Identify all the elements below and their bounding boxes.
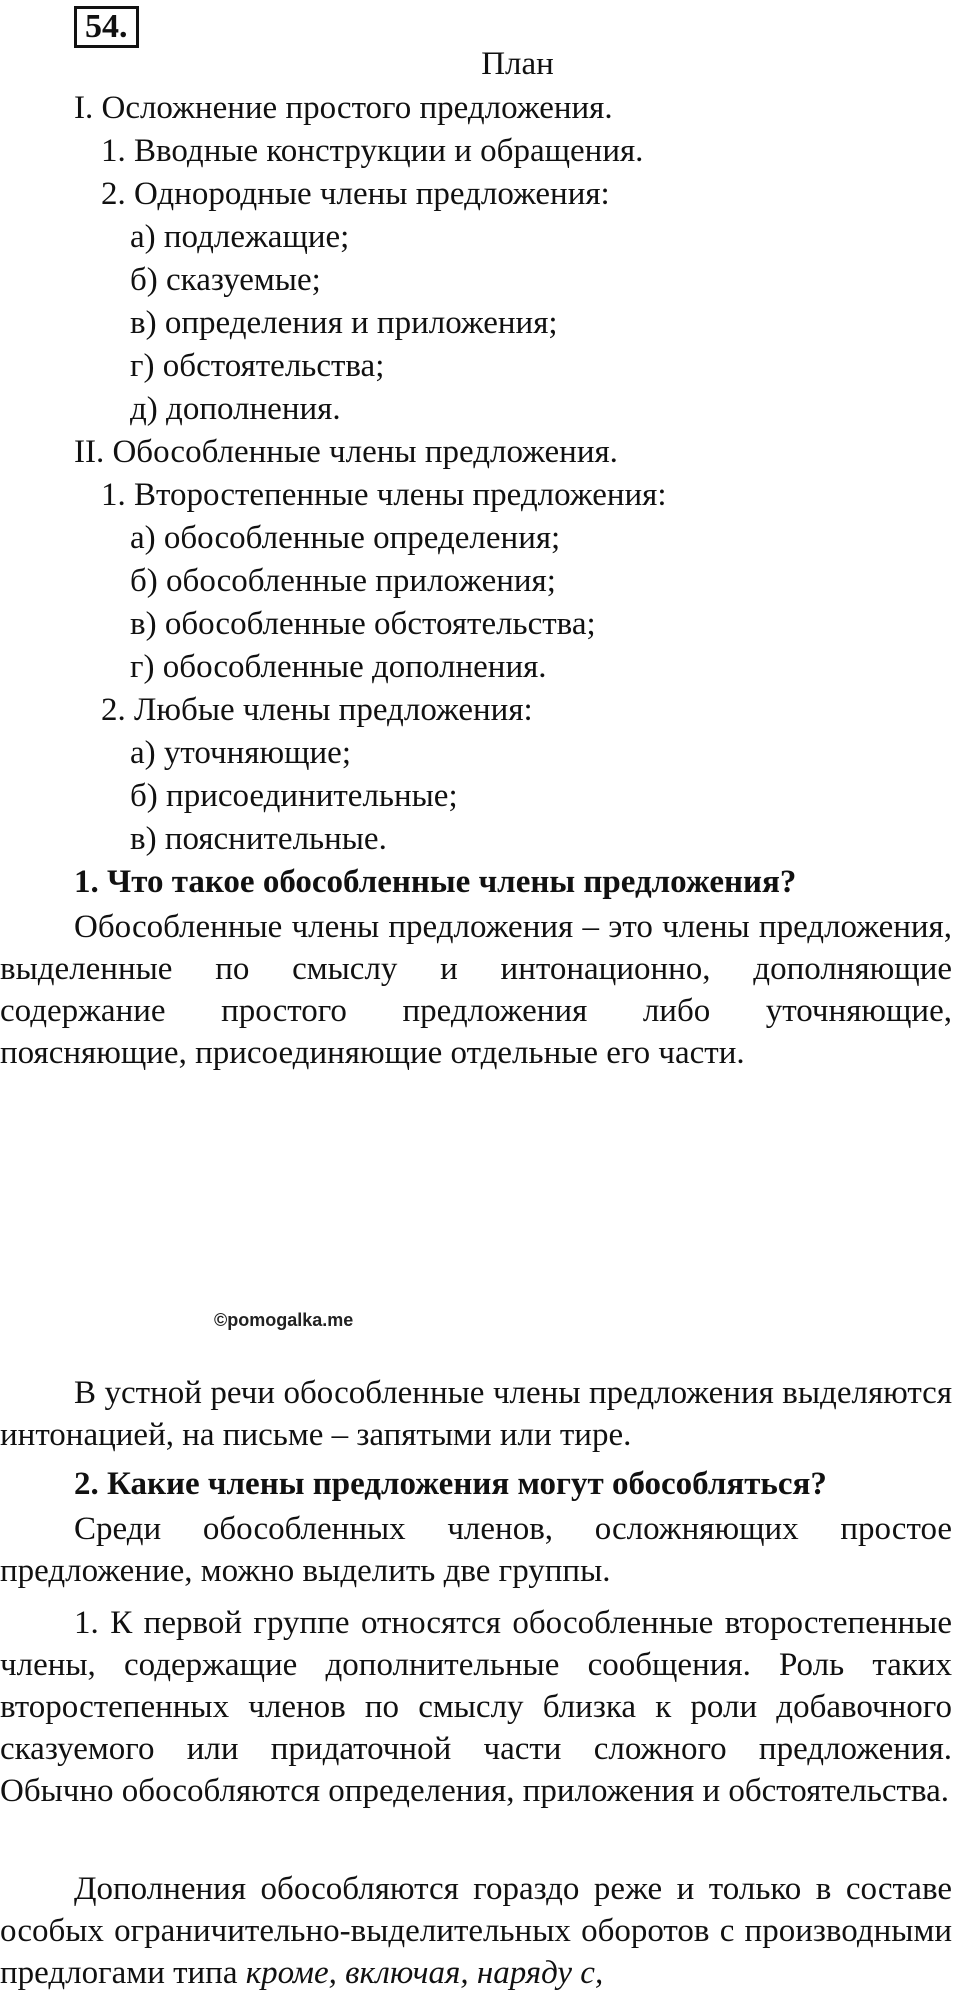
- paragraph-text: Дополнения обособляются гораздо реже и только в составе особых ограничительно-выделительных оборотов с производными предлогами типа: [0, 1871, 952, 1991]
- plan-item: г) обстоятельства;: [130, 348, 385, 384]
- plan-item: в) пояснительные.: [130, 821, 387, 857]
- task-number: 54.: [74, 6, 139, 48]
- plan-item: 1. Второстепенные члены предложения:: [101, 477, 667, 513]
- plan-title: План: [481, 46, 554, 82]
- question-1-paragraph-1: [0, 906, 952, 1074]
- plan-item: в) обособленные обстоятельства;: [130, 606, 596, 642]
- plan-item: I. Осложнение простого предложения.: [74, 90, 613, 126]
- plan-item: 2. Однородные члены предложения:: [101, 176, 610, 212]
- italic-examples: кроме, включая, наряду с,: [245, 1955, 604, 1991]
- paragraph-text: Среди обособленных членов, осложняющих простое предложение, можно выделить две группы.: [0, 1511, 952, 1589]
- paragraph-text: В устной речи обособленные члены предложения выделяются интонацией, на письме – запятыми или тире.: [0, 1375, 952, 1453]
- plan-item: б) обособленные приложения;: [130, 563, 556, 599]
- question-2-heading: 2. Какие члены предложения могут обособляться?: [74, 1466, 827, 1502]
- paragraph-text: 1. К первой группе относятся обособленные второстепенные члены, содержащие дополнительные сообщения. Роль таких второстепенных членов по смыслу близка к роли добавочного сказуемого или придаточной части сложного предложения. Обычно обособляются определения, приложения и обстоятельства.: [0, 1605, 952, 1809]
- question-2-paragraph-1: [0, 1508, 952, 1592]
- plan-item: II. Обособленные члены предложения.: [74, 434, 618, 470]
- question-2-paragraph-2: [0, 1602, 952, 1812]
- question-1-paragraph-2: [0, 1372, 952, 1456]
- plan-item: а) обособленные определения;: [130, 520, 561, 556]
- plan-item: а) уточняющие;: [130, 735, 351, 771]
- plan-item: д) дополнения.: [130, 391, 341, 427]
- question-1-heading: 1. Что такое обособленные члены предложения?: [74, 864, 797, 900]
- plan-item: б) присоединительные;: [130, 778, 458, 814]
- plan-item: б) сказуемые;: [130, 262, 321, 298]
- plan-item: а) подлежащие;: [130, 219, 350, 255]
- plan-item: г) обособленные дополнения.: [130, 649, 547, 685]
- plan-item: 2. Любые члены предложения:: [101, 692, 533, 728]
- plan-item: 1. Вводные конструкции и обращения.: [101, 133, 644, 169]
- watermark: ©pomogalka.me: [214, 1310, 354, 1330]
- plan-item: в) определения и приложения;: [130, 305, 558, 341]
- paragraph-text: Обособленные члены предложения – это члены предложения, выделенные по смыслу и интонационно, дополняющие содержание простого предложения либо уточняющие, поясняющие, присоединяющие отдельные его части.: [0, 909, 952, 1071]
- question-2-paragraph-3: [0, 1868, 952, 1994]
